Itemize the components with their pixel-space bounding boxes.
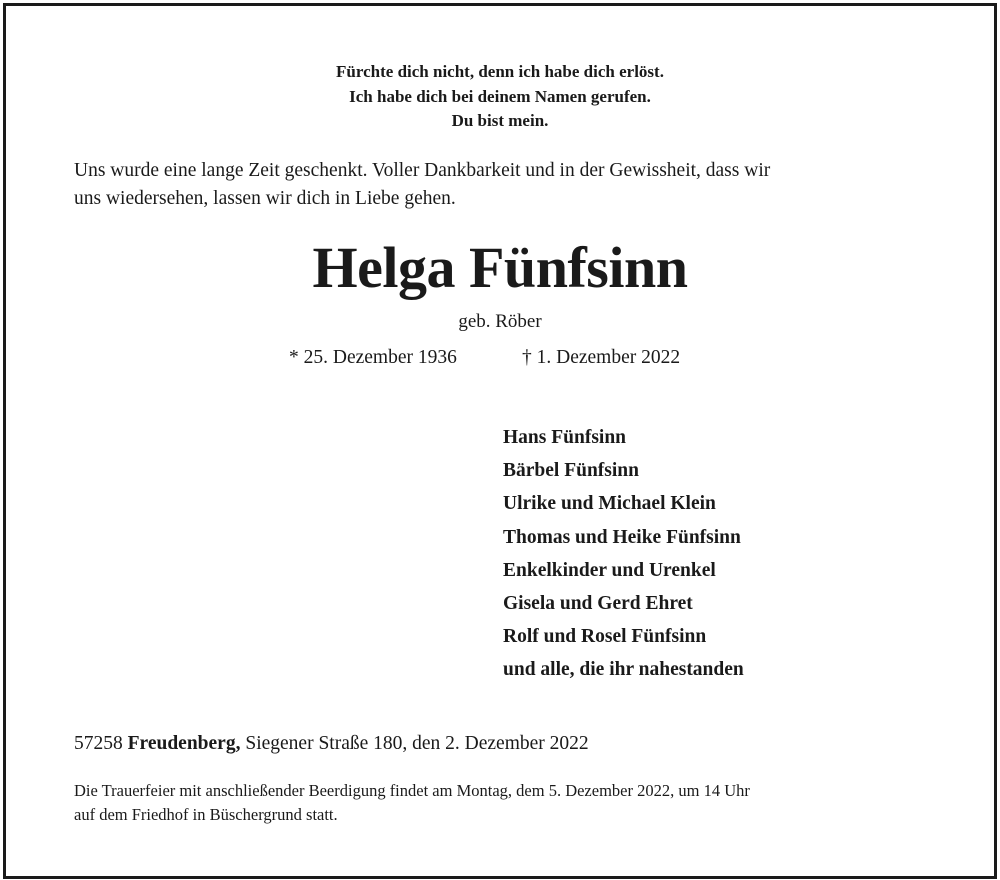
death-date: † 1. Dezember 2022	[522, 347, 681, 368]
mourner-entry: Rolf und Rosel Fünfsinn	[503, 626, 707, 648]
deceased-name: Helga Fünfsinn	[312, 235, 688, 300]
funeral-notice	[74, 779, 944, 826]
intro-line-1: Uns wurde eine lange Zeit geschenkt. Voller Dankbarkeit und in der Gewissheit, dass wir	[74, 160, 771, 181]
mourner-entry: Thomas und Heike Fünfsinn	[503, 526, 741, 548]
street-and-date: Siegener Straße 180, den 2. Dezember 2022	[245, 733, 589, 754]
mourners-list	[503, 421, 744, 687]
mourner-entry: Ulrike und Michael Klein	[503, 493, 716, 515]
maiden-name: geb. Röber	[458, 311, 542, 332]
city-name: Freudenberg,	[127, 733, 241, 754]
funeral-line-2: auf dem Friedhof in Büschergrund statt.	[74, 804, 338, 824]
postal-code: 57258	[74, 733, 123, 754]
bible-verse	[0, 60, 1000, 134]
place-and-date	[74, 730, 589, 758]
mourner-entry: Bärbel Fünfsinn	[503, 460, 639, 482]
birth-date: * 25. Dezember 1936	[289, 347, 457, 368]
mourner-entry: und alle, die ihr nahestanden	[503, 659, 744, 681]
mourner-entry: Gisela und Gerd Ehret	[503, 593, 693, 615]
verse-line-2: Ich habe dich bei deinem Namen gerufen.	[349, 86, 651, 106]
funeral-line-1: Die Trauerfeier mit anschließender Beerdigung findet am Montag, dem 5. Dezember 2022, um 14 Uhr	[74, 781, 750, 800]
verse-line-1: Fürchte dich nicht, denn ich habe dich erlöst.	[336, 62, 664, 81]
intro-text	[74, 157, 934, 213]
mourner-entry: Enkelkinder und Urenkel	[503, 559, 716, 581]
intro-line-2: uns wiedersehen, lassen wir dich in Liebe gehen.	[74, 188, 456, 209]
verse-line-3: Du bist mein.	[451, 111, 549, 130]
mourner-entry: Hans Fünfsinn	[503, 427, 627, 448]
